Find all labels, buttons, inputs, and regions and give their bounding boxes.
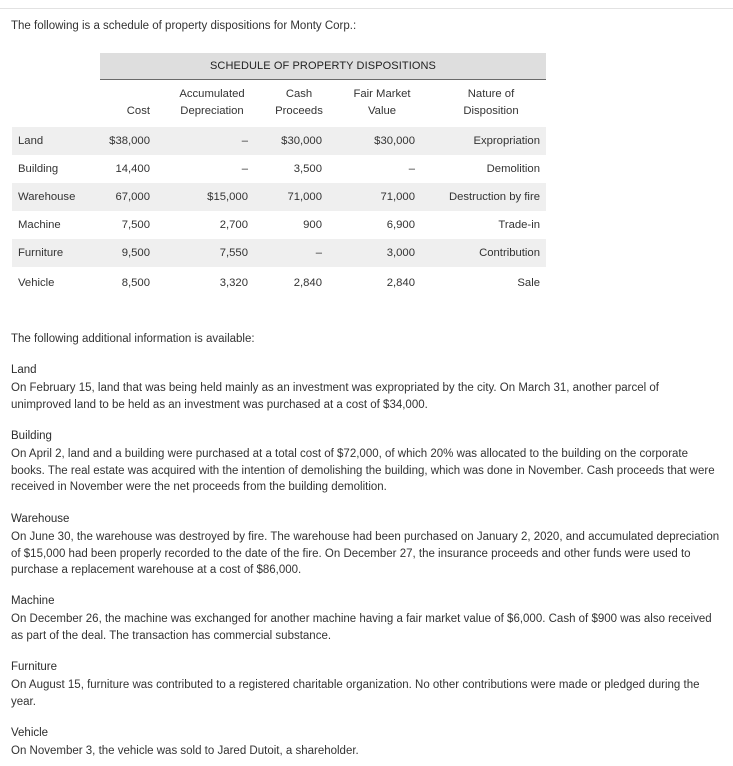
asset-name: Vehicle (18, 277, 55, 289)
nature-value: Contribution (479, 247, 540, 259)
header-cost: Cost (126, 105, 150, 117)
section-body-machine: On December 26, the machine was exchanged for another machine having a fair market value of $6,000. Cash of $900 was also received as part of the deal. The transaction has commercial substance. (11, 613, 712, 642)
cost-value: 7,500 (121, 219, 150, 231)
section-body-land: On February 15, land that was being held mainly as an investment was expropriated by the city. On March 31, another parcel of unimproved land to be held as an investment was purchased at a cost of $34,000. (11, 382, 659, 411)
section-body-vehicle: On November 3, the vehicle was sold to Jared Dutoit, a shareholder. (11, 745, 359, 757)
cash-value: $30,000 (281, 135, 322, 147)
header-fair-market: Fair Market (353, 88, 411, 100)
cash-value: 2,840 (293, 277, 322, 289)
cash-value: 900 (303, 219, 322, 231)
nature-value: Sale (517, 277, 540, 289)
cost-value: 8,500 (121, 277, 150, 289)
cost-value: 14,400 (115, 163, 150, 175)
cash-value: 71,000 (287, 191, 322, 203)
asset-name: Furniture (18, 247, 64, 259)
header-nature-of: Nature of (467, 88, 515, 100)
section-title-building: Building (11, 430, 52, 442)
section-body-warehouse: On June 30, the warehouse was destroyed by fire. The warehouse had been purchased on January 2, 2020, and accumulated depreciation of $15,000 had been properly recorded to the date of the fire. On December 27, the insurance proceeds and other funds were used to purchase a replacement warehouse at a cost of $86,000. (11, 531, 720, 576)
top-divider (0, 8, 733, 9)
acc-dep-value: $15,000 (207, 191, 248, 203)
acc-dep-value: 2,700 (219, 219, 248, 231)
asset-name: Warehouse (18, 191, 76, 203)
header-proceeds: Proceeds (275, 105, 323, 117)
dispositions-table (12, 53, 546, 303)
fmv-value: 6,900 (386, 219, 415, 231)
fmv-value: $30,000 (374, 135, 415, 147)
header-value: Value (367, 105, 397, 117)
cash-value: 3,500 (293, 163, 322, 175)
nature-value: Trade-in (498, 219, 540, 231)
section-body-building: On April 2, land and a building were purchased at a total cost of $72,000, of which 20% was allocated to the building on the corporate books. The real estate was acquired with the intention of demolishing the building, which was done in November. Cash proceeds that were received in November were the net proceeds from the building demolition. (11, 448, 715, 493)
acc-dep-value: – (241, 163, 248, 175)
acc-dep-value: 7,550 (219, 247, 248, 259)
asset-name: Building (18, 163, 59, 175)
section-title-machine: Machine (11, 595, 55, 607)
fmv-value: – (408, 163, 415, 175)
additional-info-intro: The following additional information is available: (11, 333, 255, 345)
section-title-land: Land (11, 364, 37, 376)
section-title-vehicle: Vehicle (11, 727, 49, 739)
nature-value: Expropriation (473, 135, 540, 147)
fmv-value: 3,000 (386, 247, 415, 259)
nature-value: Demolition (486, 163, 540, 175)
header-depreciation: Depreciation (180, 105, 244, 117)
asset-name: Machine (18, 219, 61, 231)
cash-value: – (315, 247, 322, 259)
section-title-furniture: Furniture (11, 661, 58, 673)
cost-value: 67,000 (115, 191, 150, 203)
acc-dep-value: – (241, 135, 248, 147)
header-disposition: Disposition (463, 105, 519, 117)
acc-dep-value: 3,320 (219, 277, 248, 289)
section-title-warehouse: Warehouse (11, 513, 70, 525)
fmv-value: 71,000 (380, 191, 415, 203)
table-title: SCHEDULE OF PROPERTY DISPOSITIONS (100, 53, 546, 80)
asset-name: Land (18, 135, 44, 147)
header-cash: Cash (285, 88, 313, 100)
section-body-furniture: On August 15, furniture was contributed to a registered charitable organization. No other contributions were made or pledged during the year. (11, 679, 700, 708)
intro-text: The following is a schedule of property dispositions for Monty Corp.: (11, 20, 357, 32)
header-accumulated: Accumulated (179, 88, 245, 100)
nature-value: Destruction by fire (448, 191, 540, 203)
cost-value: $38,000 (109, 135, 150, 147)
fmv-value: 2,840 (386, 277, 415, 289)
cost-value: 9,500 (121, 247, 150, 259)
